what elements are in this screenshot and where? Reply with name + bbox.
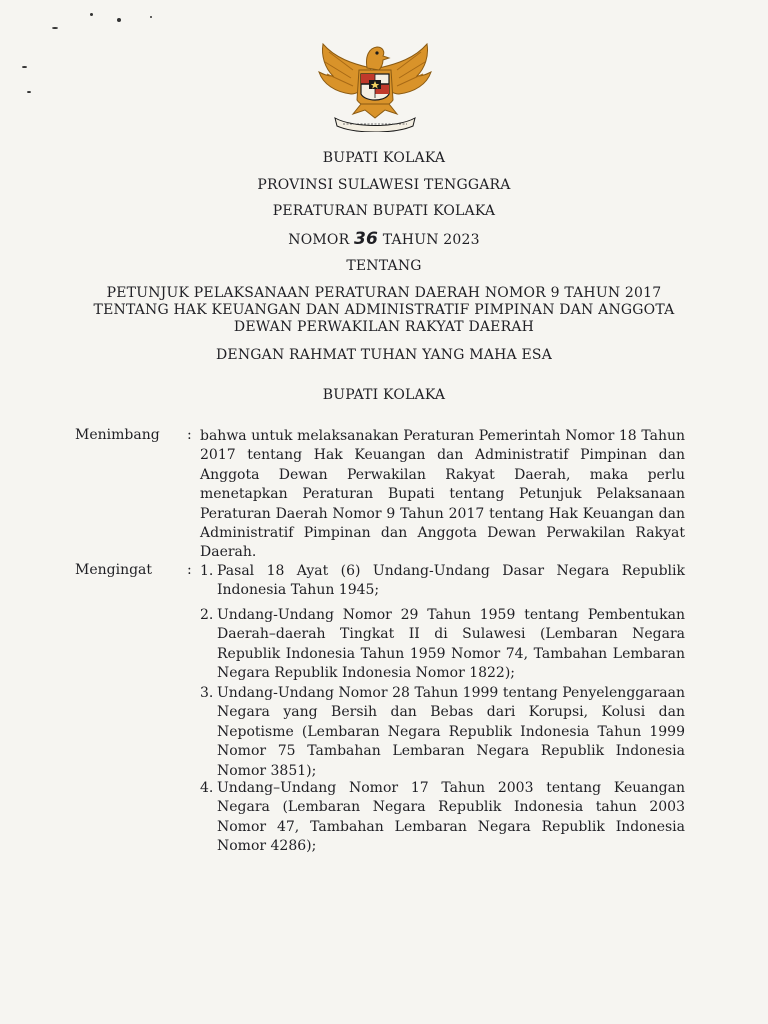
mengingat-label: Mengingat [75,562,153,578]
scan-speck [27,91,31,93]
mengingat-item [200,562,685,601]
scan-speck [22,66,27,68]
item-text: Undang–Undang Nomor 17 Tahun 2003 tentang Keuangan Negara (Lembaran Negara Republik Indonesia tahun 2003 Nomor 47, Tambahan Lembaran Negara Republik Indonesia Nomor 4286); [217,780,685,855]
title-line-3: DEWAN PERWAKILAN RAKYAT DAERAH [233,319,535,335]
item-number: 1. [200,563,214,579]
official-title: BUPATI KOLAKA [322,150,446,166]
official-title-repeat: BUPATI KOLAKA [322,387,446,403]
title-line-1: PETUNJUK PELAKSANAAN PERATURAN DAERAH NOMOR 9 TAHUN 2017 [106,285,662,301]
menimbang-label: Menimbang [75,427,160,443]
scan-speck [150,16,152,18]
mengingat-item [200,779,685,857]
item-text: Undang-Undang Nomor 29 Tahun 1959 tentang Pembentukan Daerah–daerah Tingkat II di Sulawesi (Lembaran Negara Republik Indonesia Tahun 1959 Nomor 74, Tambahan Lembaran Negara Republik Indonesia Nomor 1822); [217,607,685,682]
item-number: 2. [200,607,214,623]
item-number: 3. [200,685,214,701]
province-name: PROVINSI SULAWESI TENGGARA [257,177,511,193]
garuda-pancasila-emblem [313,38,437,132]
about-heading: TENTANG [346,258,422,274]
scan-speck [117,18,121,22]
regulation-number [0,229,768,249]
menimbang-colon: : [187,427,192,443]
regulation-type: PERATURAN BUPATI KOLAKA [272,203,496,219]
item-number: 4. [200,780,214,796]
title-line-2: TENTANG HAK KEUANGAN DAN ADMINISTRATIF PIMPINAN DAN ANGGOTA [93,302,675,318]
preamble: DENGAN RAHMAT TUHAN YANG MAHA ESA [215,347,553,363]
handwritten-number: 36 [354,229,379,249]
menimbang-text: bahwa untuk melaksanakan Peraturan Pemerintah Nomor 18 Tahun 2017 tentang Hak Keuangan dan Administratif Pimpinan dan Anggota Dewan Perwakilan Rakyat Daerah, maka perlu menetapkan Peraturan Bupati tentang Petunjuk Pelaksanaan Peraturan Daerah Nomor 9 Tahun 2017 tentang Hak Keuangan dan Administratif Pimpinan dan Anggota Dewan Perwakilan Rakyat Daerah. [200,428,685,561]
item-text: Undang-Undang Nomor 28 Tahun 1999 tentang Penyelenggaraan Negara yang Bersih dan Bebas dari Korupsi, Kolusi dan Nepotisme (Lembaran Negara Republik Indonesia Tahun 1999 Nomor 75 Tambahan Lembaran Negara Republik Indonesia Nomor 3851); [217,685,685,779]
scan-speck [52,27,58,29]
item-text: Pasal 18 Ayat (6) Undang-Undang Dasar Negara Republik Indonesia Tahun 1945; [217,563,685,599]
scan-speck [90,13,93,16]
number-prefix: NOMOR [288,232,350,248]
mengingat-item [200,684,685,781]
mengingat-colon: : [187,562,192,578]
number-year: TAHUN 2023 [382,232,480,248]
mengingat-item [200,606,685,684]
